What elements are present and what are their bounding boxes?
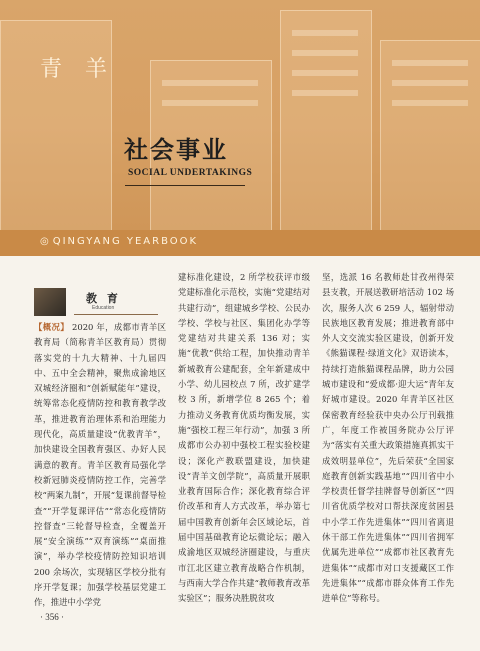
article-body [34, 270, 454, 608]
yearbook-band-label [40, 236, 198, 247]
building-window [292, 50, 358, 56]
text-column-3: 坚，选派 16 名教师赴甘孜州得荣县支教，开展送教研培活动 102 场次，服务人次 6 259 人，辐射带动民族地区教育发展；推进教育部中外人文交流实验区建设，创新开发《熊猫课程·绿道文化》双语读本，持续打造熊猫课程品牌，助力公园城市建设和“爱成都·迎大运”青年友好城市建设。2020 年青羊区社区保密教育经验获中央办公厅刊载推广，年度工作被国务院办公厅评为“落实有关重大政策措施真抓实干成效明显单位”，先后荣获“全国家庭教育创新实践基地”“四川省中小学校责任督学挂牌督导创新区”“四川省优质学校对口帮扶深度贫困县中小学工作先进集体”“四川省离退休干部工作先进集体”“四川省拥军优属先进单位”“成都市社区教育先进集体”“成都市对口支援藏区工作先进集体”“成都市群众体育工作先进单位”等称号。 [322, 272, 454, 604]
title-divider [125, 185, 245, 186]
building-window [292, 70, 358, 76]
text-column-2: 建标准化建设，2 所学校获评市级党建标准化示范校，实施“党建结对共建行动”，组建城乡学校、公民办学校、学校与社区、集团化办学等党建结对共建关系 136 对；实施“优教”供给工程，加快推动青羊新城教育公建配套，全年新建成中小学、幼儿园校点 7 所，改扩建学校 3 所，新增学位 8 265 个；着力推动义务教育优质均衡发展，实施“强校工程三年行动”，加强 3 所成都市公办初中强校工程实验校建设；深化产教联盟建设，加快建设“青羊文创学院”，高质量开展职业教育国际合作；深化教育综合评价改革和育人方式改革，举办第七届中国教育创新年会区域论坛，首届中国基础教育论坛微论坛；融入成渝地区双城经济圈建设，与重庆市江北区建立教育战略合作机制，与西南大学合作共建“教师教育改革实验区”；服务决胜脱贫攻 [178, 272, 310, 604]
building-window [162, 80, 258, 86]
band-ornament-icon: ◎ [40, 236, 51, 247]
overview-label: 【概况】 [34, 322, 69, 332]
section-title-en: Education [92, 305, 115, 311]
column-text: 2020 年，成都市青羊区教育局（简称青羊区教育局）贯彻落实党的十九大精神、十九届四中、五中全会精神，聚焦成渝地区双城经济圈和“创新赋能年”建设，统筹常态化疫情防控和教育教学改革，推进教育治理体系和治理能力现代化，高质量建设“优教青羊”，加快建设全国教育强区、办好人民满意的教育。青羊区教育局强化学校新冠肺炎疫情防控工作，完善学校“两案九制”，开展“复课前督导检查”“开学复课评估”“常态化疫情防控督查”三轮督导检查，全覆盖开展“安全演练”“双育演练”“桌面推演”，举办学校疫情防控知识培训 200 余场次，实现辖区学校分批有序开学复课；加强学校基层党建工作，推进中小学党 [34, 322, 167, 608]
building-window [392, 80, 468, 86]
text-column-1 [34, 320, 166, 611]
page-title: 社会事业 [124, 135, 228, 164]
building-window [292, 90, 358, 96]
section-title: 教 育 [86, 292, 121, 305]
band-text: QINGYANG YEARBOOK [52, 236, 199, 247]
building-window [392, 100, 468, 106]
page-number: · 356 · [40, 612, 64, 622]
building-graphic [280, 10, 372, 230]
brand-mark: 青 羊 [40, 57, 115, 82]
building-window [392, 60, 468, 66]
building-window [162, 100, 258, 106]
page-subtitle: SOCIAL UNDERTAKINGS [128, 168, 253, 178]
building-window [292, 30, 358, 36]
header-banner [0, 0, 480, 230]
building-graphic [380, 40, 480, 230]
